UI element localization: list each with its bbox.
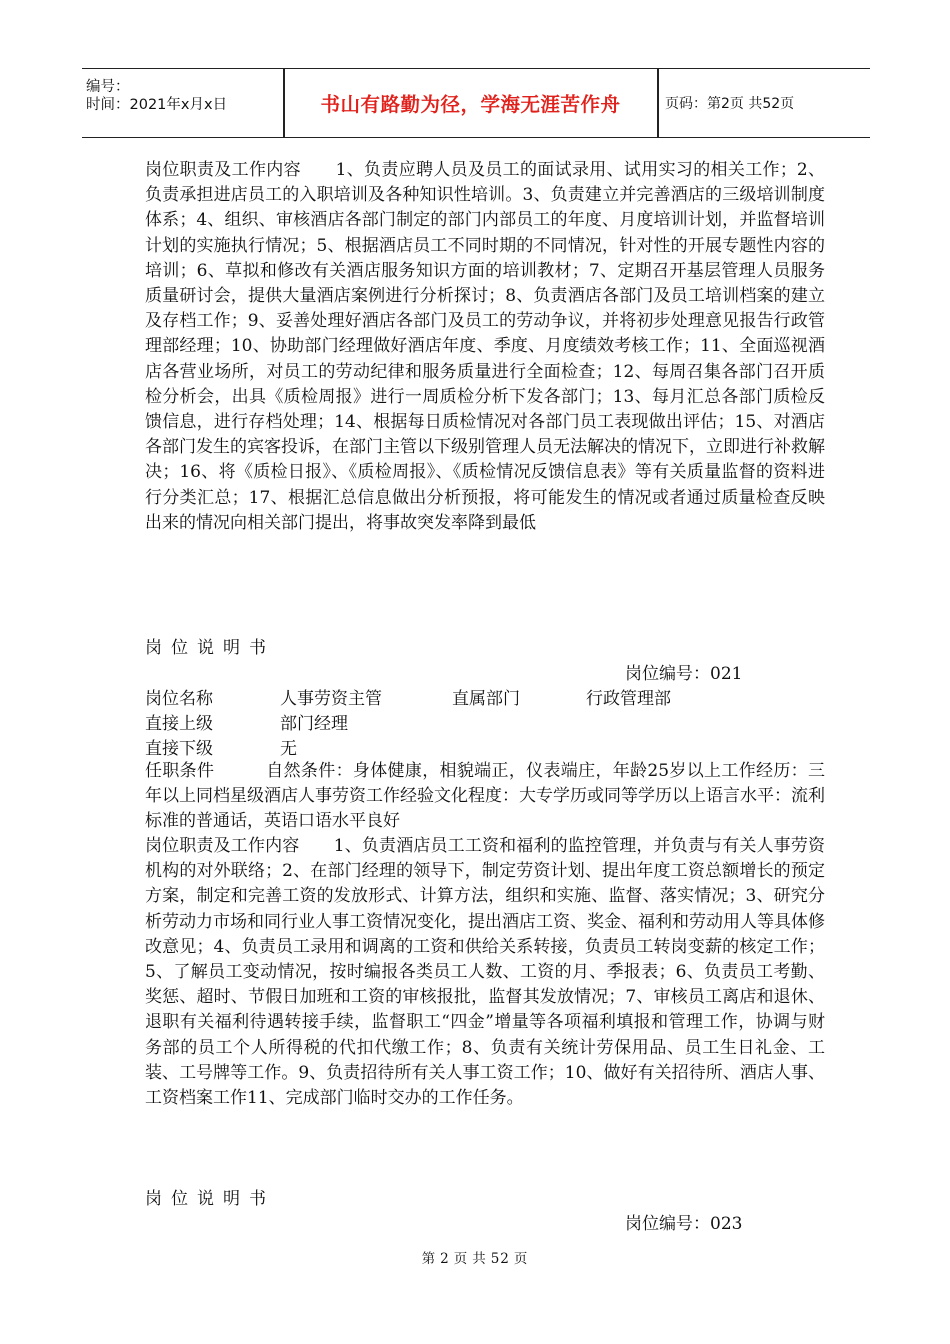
footer-total-pages: 52 (490, 1251, 510, 1267)
superior-value: 部门经理 (280, 714, 348, 734)
section-title: 岗位说明书 (145, 1189, 275, 1209)
page-footer (0, 1247, 950, 1267)
footer-ye2: 页 (513, 1251, 529, 1267)
duties-paragraph-2: 岗位职责及工作内容 1、负责酒店员工工资和福利的监控管理，并负责与有关人事劳资机构的对外联络；2、在部门经理的领导下，制定劳资计划、提出年度工资总额增长的预定方案，制定和完善工资的发放形式、计算方法，组织和实施、监督、落实情况；3、研究分析劳动力市场和同行业人事工资情况变化，提出酒店工资、奖金、福利和劳动用人等具体修改意见；4、负责员工录用和调离的工资和供给关系转接，负责员工转岗变薪的核定工作；5、了解员工变动情况，按时编报各类员工人数、工资的月、季报表；6、负责员工考勤、奖惩、超时、节假日加班和工资的审核报批，监督其发放情况；7、审核员工离店和退休、退职有关福利待遇转接手续，监督职工“四金”增量等各项福利填报和管理工作，协调与财务部的员工个人所得税的代扣代缴工作；8、负责有关统计劳保用品、员工生日礼金、工装、工号牌等工作。9、负责招待所有关人事工资工作；10、做好有关招待所、酒店人事、工资档案工作11、完成部门临时交办的工作任务。 (145, 836, 825, 1109)
page-header (82, 68, 870, 138)
footer-ye: 页 (453, 1251, 469, 1267)
duties-paragraph-1: 岗位职责及工作内容 1、负责应聘人员及员工的面试录用、试用实习的相关工作；2、负责承担进店员工的入职培训及各种知识性培训。3、负责建立并完善酒店的三级培训制度体系；4、组织、审核酒店各部门制定的部门内部员工的年度、月度培训计划，并监督培训计划的实施执行情况；5、根据酒店员工不同时期的不同情况，针对性的开展专题性内容的培训；6、草拟和修改有关酒店服务知识方面的培训教材；7、定期召开基层管理人员服务质量研讨会，提供大量酒店案例进行分析探讨；8、负责酒店各部门及员工培训档案的建立及存档工作；9、妥善处理好酒店各部门及员工的劳动争议，并将初步处理意见报告行政管理部经理；10、协助部门经理做好酒店年度、季度、月度绩效考核工作；11、全面巡视酒店各营业场所，对员工的劳动纪律和服务质量进行全面检查；12、每周召集各部门召开质检分析会，出具《质检周报》进行一周质检分析下发各部门；13、每月汇总各部门质检反馈信息，进行存档处理；14、根据每日质检情况对各部门员工表现做出评估；15、对酒店各部门发生的宾客投诉，在部门主管以下级别管理人员无法解决的情况下，立即进行补救解决；16、将《质检日报》、《质检周报》、《质检情况反馈信息表》等有关质量监督的资料进行分类汇总；17、根据汇总信息做出分析预报，将可能发生的情况或者通过质量检查反映出来的情况向相关部门提出，将事故突发率降到最低 (145, 160, 825, 533)
doc-number-label: 编号： (86, 79, 130, 95)
header-page-info: 页码：第2页 共52页 (665, 96, 795, 112)
header-divider (657, 69, 659, 137)
job-name-value: 人事劳资主管 (280, 689, 382, 709)
job-code: 岗位编号：023 (625, 1214, 743, 1234)
doc-time-label: 时间：2021年x月x日 (86, 97, 228, 113)
dept-label: 直属部门 (452, 689, 520, 709)
subordinate-label: 直接下级 (145, 739, 213, 759)
superior-label: 直接上级 (145, 714, 213, 734)
footer-di: 第 (421, 1251, 437, 1267)
footer-page-number: 2 (440, 1251, 450, 1267)
section-title: 岗位说明书 (145, 638, 275, 658)
job-name-label: 岗位名称 (145, 689, 213, 709)
conditions-paragraph: 任职条件 自然条件：身体健康，相貌端正，仪表端庄，年龄25岁以上工作经历：三年以上同档星级酒店人事劳资工作经验文化程度：大专学历或同等学历以上语言水平：流利标准的普通话，英语口语水平良好 (145, 761, 825, 832)
header-motto: 书山有路勤为径，学海无涯苦作舟 (320, 93, 621, 116)
job-code: 岗位编号：021 (625, 664, 743, 684)
dept-value: 行政管理部 (586, 689, 671, 709)
header-meta (82, 69, 282, 137)
footer-gong: 共 (472, 1251, 487, 1267)
subordinate-value: 无 (280, 739, 297, 759)
